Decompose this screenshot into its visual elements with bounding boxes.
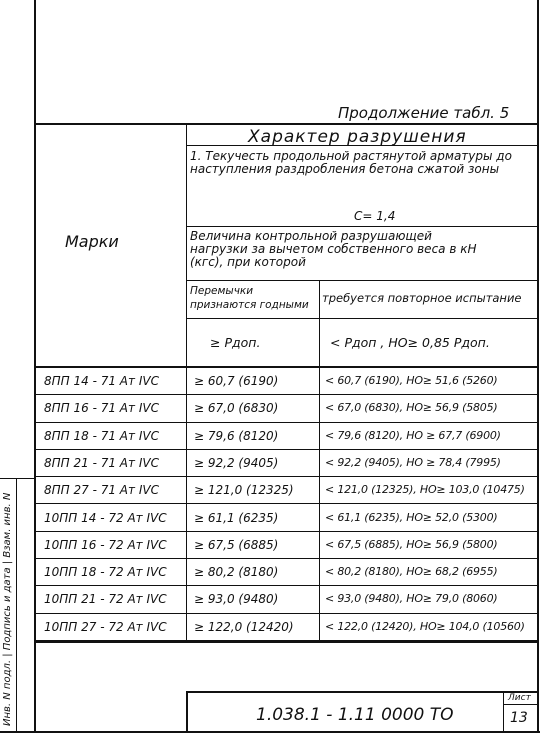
row-ok-value: ≥ 122,0 (12420)	[194, 619, 294, 634]
col-header-ok: Перемычки признаются годными	[190, 285, 309, 311]
row-ok-value: ≥ 93,0 (9480)	[194, 592, 279, 607]
formula-ok: ≥ Pдоп.	[210, 335, 261, 350]
row-retest-value: < 122,0 (12420), НО≥ 104,0 (10560)	[325, 619, 525, 633]
c-value: С= 1,4	[354, 209, 396, 223]
document-code: 1.038.1 - 1.11 0000 ТО	[256, 705, 454, 725]
load-divider	[186, 226, 538, 227]
table-top	[34, 123, 539, 125]
row-mark: 8ПП 18 - 71 Ат IVС	[44, 428, 159, 443]
row-mark: 10ПП 18 - 72 Ат IVС	[44, 565, 167, 580]
col-header-marks: Марки	[65, 232, 119, 251]
row-ok-value: ≥ 61,1 (6235)	[194, 510, 279, 525]
table-bottom	[34, 641, 539, 643]
load-text: Величина контрольной разрушающей нагрузки за вычетом собственного веса в кН (кгс), при которой	[190, 229, 477, 269]
condition-text: 1. Текучесть продольной растянутой арматуры до наступления раздробления бетона сжатой зоны	[190, 149, 512, 176]
sheet-label: Лист	[508, 693, 531, 703]
titleblock-top	[186, 691, 539, 693]
row-retest-value: < 60,7 (6190), НО≥ 51,6 (5260)	[325, 374, 498, 387]
row-retest-value: < 79,6 (8120), НО ≥ 67,7 (6900)	[325, 428, 501, 442]
row-mark: 8ПП 27 - 71 Ат IVС	[44, 483, 159, 498]
row-mark: 10ПП 21 - 72 Ат IVС	[44, 592, 167, 607]
table-row	[34, 614, 539, 641]
table-row	[34, 450, 539, 477]
table-row	[34, 423, 539, 450]
subhead-divider	[186, 280, 538, 281]
col-header-retest: требуется повторное испытание	[322, 291, 522, 305]
margin-strip-left	[16, 478, 17, 733]
row-retest-value: < 121,0 (12325), НО≥ 103,0 (10475)	[325, 483, 525, 497]
table-title: Характер разрушения	[248, 127, 467, 147]
margin-stamp: Инв. N подл. | Подпись и дата | Взам. инв. N	[2, 492, 13, 726]
row-mark: 10ПП 14 - 72 Ат IVС	[44, 510, 167, 525]
row-retest-value: < 67,5 (6885), НО≥ 56,9 (5800)	[325, 537, 498, 551]
row-retest-value: < 61,1 (6235), НО≥ 52,0 (5300)	[325, 510, 498, 524]
titleblock-left	[186, 691, 188, 733]
row-mark: 10ПП 27 - 72 Ат IVС	[44, 619, 167, 634]
row-mark: 10ПП 16 - 72 Ат IVС	[44, 537, 167, 552]
table-row	[34, 586, 539, 613]
table-row	[34, 505, 539, 532]
row-mark: 8ПП 21 - 71 Ат IVС	[44, 455, 159, 470]
table-row	[34, 559, 539, 586]
margin-strip-top	[0, 478, 36, 479]
formula-divider	[186, 318, 538, 319]
sheet-label-underline	[503, 704, 539, 705]
table-row	[34, 395, 539, 422]
sheet-divider	[503, 691, 504, 733]
continuation-label: Продолжение табл. 5	[338, 104, 510, 122]
row-retest-value: < 67,0 (6830), НО≥ 56,9 (5805)	[325, 401, 498, 415]
row-ok-value: ≥ 79,6 (8120)	[194, 428, 279, 443]
formula-retest: < Pдоп , НО≥ 0,85 Pдоп.	[330, 335, 490, 350]
row-retest-value: < 93,0 (9480), НО≥ 79,0 (8060)	[325, 592, 498, 606]
sheet-number: 13	[510, 710, 528, 726]
table-row	[34, 368, 539, 395]
row-retest-value: < 80,2 (8180), НО≥ 68,2 (6955)	[325, 565, 498, 579]
row-mark: 8ПП 16 - 71 Ат IVС	[44, 401, 159, 416]
row-ok-value: ≥ 121,0 (12325)	[194, 483, 294, 498]
row-mark: 8ПП 14 - 71 Ат IVС	[44, 374, 159, 388]
row-retest-value: < 92,2 (9405), НО ≥ 78,4 (7995)	[325, 455, 501, 469]
row-ok-value: ≥ 60,7 (6190)	[194, 374, 279, 388]
row-ok-value: ≥ 80,2 (8180)	[194, 565, 279, 580]
row-ok-value: ≥ 67,5 (6885)	[194, 537, 279, 552]
table-row	[34, 532, 539, 559]
row-ok-value: ≥ 92,2 (9405)	[194, 455, 279, 470]
row-ok-value: ≥ 67,0 (6830)	[194, 401, 279, 416]
table-row	[34, 477, 539, 504]
